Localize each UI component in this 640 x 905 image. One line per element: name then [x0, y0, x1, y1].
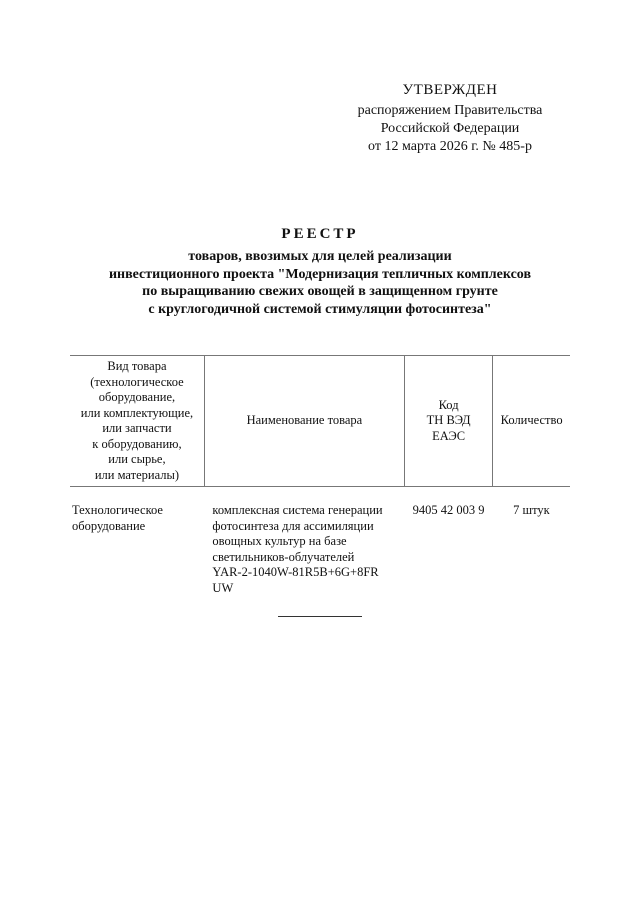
- registry-table: [70, 355, 570, 596]
- document-subtitle: [70, 248, 570, 318]
- approval-heading: УТВЕРЖДЕН: [402, 82, 498, 98]
- approval-block: [340, 80, 560, 156]
- subtitle-line: по выращиванию свежих овощей в защищенном грунте: [142, 284, 498, 299]
- approval-line: распоряжением Правительства: [357, 103, 543, 118]
- header-quantity: Количество: [493, 356, 570, 487]
- table-header-row: [70, 356, 570, 487]
- document-title: РЕЕСТР: [281, 226, 359, 242]
- subtitle-line: инвестиционного проекта "Модернизация тепличных комплексов: [108, 266, 532, 282]
- cell-tnved-code: 9405 42 003 9: [412, 503, 485, 517]
- approval-line: Российской Федерации: [380, 121, 520, 136]
- table-row: [70, 487, 570, 597]
- cell-quantity: 7 штук: [513, 503, 550, 517]
- header-tnved-code: Код ТН ВЭД ЕАЭС: [404, 356, 492, 487]
- header-goods-name: Наименование товара: [204, 356, 404, 487]
- approval-line: от 12 марта 2026 г. № 485-р: [368, 139, 532, 154]
- subtitle-line: с круглогодичной системой стимуляции фотосинтеза": [148, 301, 492, 317]
- subtitle-line: товаров, ввозимых для целей реализации: [188, 249, 452, 264]
- cell-goods-type: Технологическое оборудование: [72, 503, 163, 533]
- cell-goods-name: комплексная система генерации фотосинтеза для ассимиляции овощных культур на базе светильников-облучателей YAR-2-1040W-81R5B+6G+8FR UW: [212, 503, 383, 595]
- header-goods-type: Вид товара (технологическое оборудование, или комплектующие, или запчасти к оборудованию, или сырье, или материалы): [70, 356, 204, 487]
- end-separator-line: [278, 616, 362, 617]
